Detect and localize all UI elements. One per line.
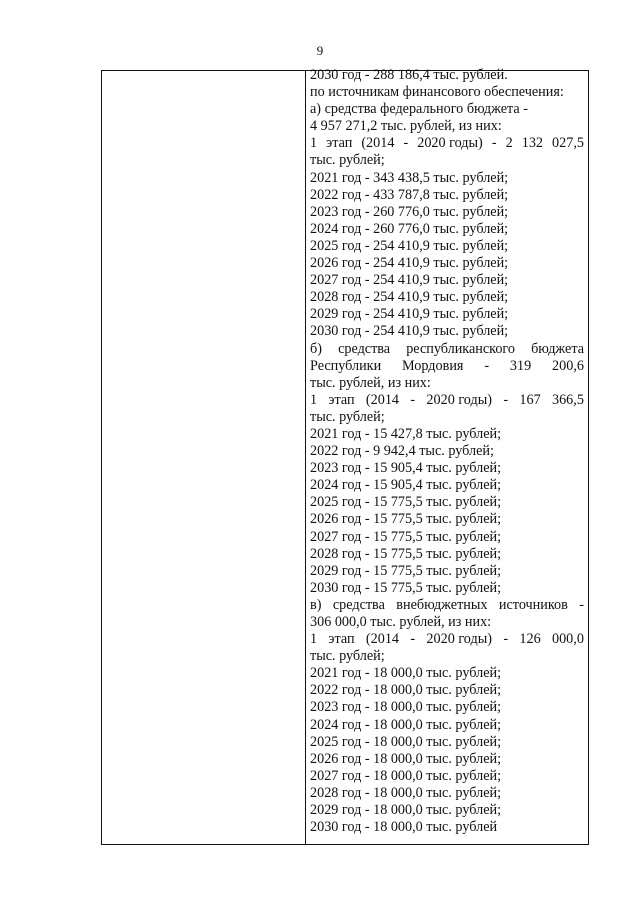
word: -: [410, 391, 416, 408]
page-number: 9: [316, 43, 324, 58]
word: 027,5: [552, 135, 584, 152]
text-line: 2026 год - 254 410,9 тыс. рублей;: [310, 255, 509, 272]
text-line: 2029 год - 15 775,5 тыс. рублей;: [310, 562, 502, 579]
word: этап: [326, 135, 353, 152]
word: республиканского: [406, 340, 515, 357]
word: 200,6: [552, 357, 584, 374]
text-line: 2029 год - 254 410,9 тыс. рублей;: [310, 306, 509, 323]
text-line: 2030 год - 15 775,5 тыс. рублей;: [310, 579, 502, 596]
word: 2020 годы): [417, 135, 483, 152]
text-line: 4 957 271,2 тыс. рублей, из них:: [310, 118, 502, 135]
text-line-justified: [310, 597, 584, 614]
word: (2014: [365, 631, 400, 648]
word: 366,5: [551, 391, 584, 408]
text-line: по источникам финансового обеспечения:: [310, 84, 564, 101]
word: -: [503, 631, 509, 648]
word: 1: [310, 631, 318, 648]
word: -: [403, 135, 409, 152]
word: -: [579, 596, 584, 613]
text-line: 2027 год - 15 775,5 тыс. рублей;: [310, 528, 502, 545]
text-line: 2028 год - 15 775,5 тыс. рублей;: [310, 545, 502, 562]
word: (2014: [365, 391, 400, 408]
word: 000,0: [551, 631, 584, 648]
text-line: 2024 год - 18 000,0 тыс. рублей;: [310, 716, 502, 733]
text-line: 2030 год - 288 186,4 тыс. рублей.: [310, 67, 508, 83]
word: -: [491, 135, 497, 152]
word: 1: [310, 135, 318, 152]
word: Республики: [310, 357, 382, 374]
text-line: 2028 год - 254 410,9 тыс. рублей;: [310, 289, 509, 306]
text-line-justified: [310, 135, 584, 152]
word: Мордовия: [402, 357, 464, 374]
text-line: 2024 год - 260 776,0 тыс. рублей;: [310, 220, 509, 237]
text-line: 2026 год - 15 775,5 тыс. рублей;: [310, 511, 502, 528]
text-line: 2029 год - 18 000,0 тыс. рублей;: [310, 802, 502, 819]
text-line: тыс. рублей, из них:: [310, 374, 431, 391]
table-column-divider: [305, 70, 306, 845]
text-line: 2023 год - 18 000,0 тыс. рублей;: [310, 699, 502, 716]
text-line: 2028 год - 18 000,0 тыс. рублей;: [310, 784, 502, 801]
text-line: тыс. рублей;: [310, 408, 385, 425]
text-line: 2021 год - 15 427,8 тыс. рублей;: [310, 425, 502, 442]
text-line: 2030 год - 254 410,9 тыс. рублей;: [310, 323, 509, 340]
word: этап: [328, 391, 355, 408]
text-line: 2022 год - 433 787,8 тыс. рублей;: [310, 186, 509, 203]
text-line: 2024 год - 15 905,4 тыс. рублей;: [310, 477, 502, 494]
word: бюджета: [531, 340, 584, 357]
text-line-justified: [310, 631, 584, 648]
word: внебюджетных: [396, 596, 488, 613]
word: -: [503, 391, 509, 408]
text-line: тыс. рублей;: [310, 648, 385, 665]
text-line: 2025 год - 254 410,9 тыс. рублей;: [310, 237, 509, 254]
word: этап: [328, 631, 355, 648]
text-line: 2023 год - 15 905,4 тыс. рублей;: [310, 460, 502, 477]
word: 2020 годы): [426, 391, 492, 408]
word: -: [484, 357, 490, 374]
text-line: 2030 год - 18 000,0 тыс. рублей: [310, 819, 498, 836]
text-line-justified: [310, 341, 584, 358]
word: в): [310, 596, 322, 613]
word: средства: [332, 596, 385, 613]
text-line: 2027 год - 254 410,9 тыс. рублей;: [310, 272, 509, 289]
text-line: 2021 год - 343 438,5 тыс. рублей;: [310, 169, 509, 186]
text-line: тыс. рублей;: [310, 152, 385, 169]
text-line: 2025 год - 18 000,0 тыс. рублей;: [310, 733, 502, 750]
text-line: 2022 год - 18 000,0 тыс. рублей;: [310, 682, 502, 699]
word: 2: [505, 135, 513, 152]
word: -: [410, 631, 416, 648]
word: 1: [310, 391, 318, 408]
text-line: 306 000,0 тыс. рублей, из них:: [310, 614, 492, 630]
word: средства: [338, 340, 391, 357]
text-line: 2022 год - 9 942,4 тыс. рублей;: [310, 443, 494, 460]
word: 167: [519, 391, 541, 408]
word: 126: [519, 631, 541, 648]
word: (2014: [361, 135, 395, 152]
word: источников: [498, 596, 568, 613]
text-line-justified: [310, 392, 584, 409]
word: б): [310, 340, 322, 357]
text-line: 2027 год - 18 000,0 тыс. рублей;: [310, 767, 502, 784]
text-line: 2023 год - 260 776,0 тыс. рублей;: [310, 203, 509, 220]
text-line: 2026 год - 18 000,0 тыс. рублей;: [310, 750, 502, 767]
text-line-justified: [310, 358, 584, 375]
text-line: а) средства федерального бюджета -: [310, 101, 528, 118]
word: 319: [509, 357, 532, 374]
text-line: 2021 год - 18 000,0 тыс. рублей;: [310, 665, 502, 682]
table-right-cell-text: [310, 67, 584, 836]
word: 132: [521, 135, 543, 152]
word: 2020 годы): [426, 631, 492, 648]
text-line: 2025 год - 15 775,5 тыс. рублей;: [310, 494, 502, 511]
